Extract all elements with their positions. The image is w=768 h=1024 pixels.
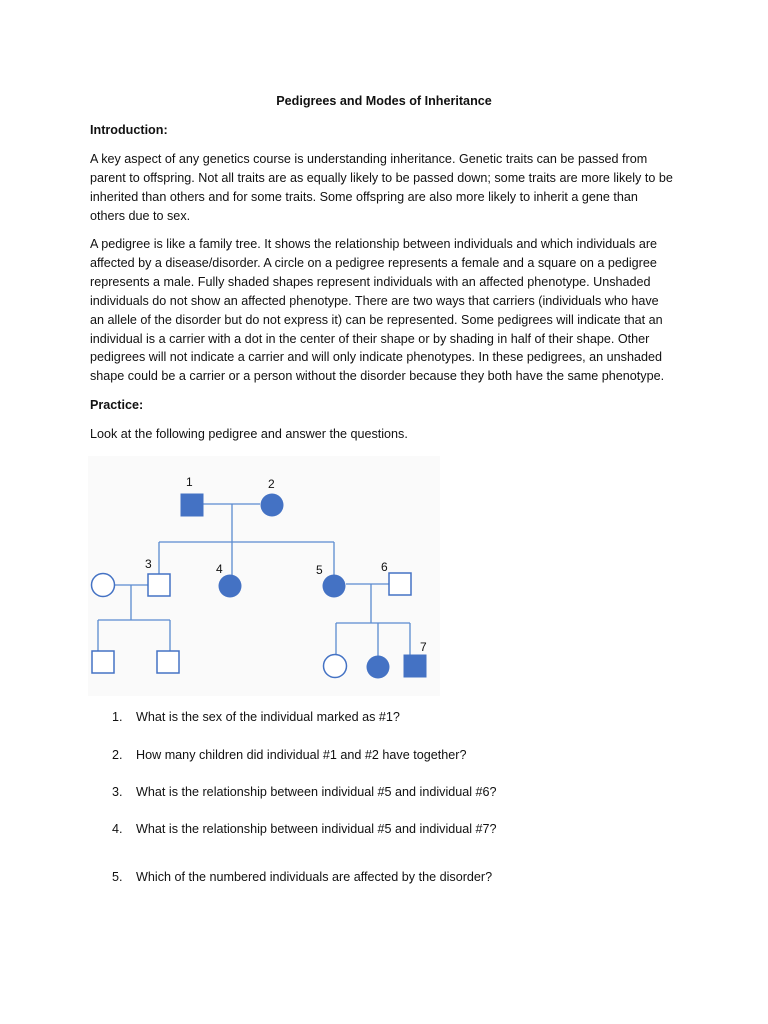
individual-6-unaffected-male: [389, 573, 411, 595]
individual-5-affected-female: [323, 575, 346, 598]
question-text: What is the relationship between individual #5 and individual #7?: [136, 822, 497, 836]
introduction-heading: Introduction:: [90, 123, 168, 137]
label-3: 3: [145, 557, 152, 571]
question-2: [112, 748, 466, 762]
label-4: 4: [216, 562, 223, 576]
practice-instruction: Look at the following pedigree and answer the questions.: [90, 427, 408, 441]
question-number: 2.: [112, 748, 123, 762]
label-7: 7: [420, 640, 427, 654]
practice-heading: Practice:: [90, 398, 144, 412]
document-title: Pedigrees and Modes of Inheritance: [276, 94, 492, 108]
pedigree-background: [88, 456, 440, 696]
individual-2-affected-female: [261, 494, 284, 517]
individual-3-unaffected-male: [148, 574, 170, 596]
question-number: 4.: [112, 822, 123, 836]
grandchild-female-affected: [367, 656, 390, 679]
question-text: What is the sex of the individual marked as #1?: [136, 710, 400, 724]
pedigree-chart: [88, 456, 440, 696]
question-text: What is the relationship between individual #5 and individual #6?: [136, 785, 497, 799]
grandchild-male-1-unaffected: [92, 651, 114, 673]
question-number: 5.: [112, 870, 123, 884]
individual-7-affected-male: [404, 655, 426, 677]
label-5: 5: [316, 563, 323, 577]
label-1: 1: [186, 475, 193, 489]
question-text: Which of the numbered individuals are affected by the disorder?: [136, 870, 493, 884]
intro-paragraph-2: A pedigree is like a family tree. It shows the relationship between individuals and which individuals are affected by a disease/disorder. A circle on a pedigree represents a female and a square on a pedigree represents a male. Fully shaded shapes represent individuals with an affected phenotype. Unshaded individuals do not show an affected phenotype. There are two ways that carriers (individuals who have an allele of the disorder but do not express it) can be represented. Some pedigrees will indicate that an individual is a carrier with a dot in the center of their shape or by shading in half of their shape. Other pedigrees will not indicate a carrier and will only indicate phenotypes. In these pedigrees, an unshaded shape could be a carrier or a person without the disorder because they both have the same phenotype.: [90, 237, 665, 384]
intro-paragraph-1: A key aspect of any genetics course is understanding inheritance. Genetic traits can be passed from parent to offspring. Not all traits are as equally likely to be passed down; some traits are more likely to be inherited than others and for some traits. Some offspring are also more likely to inherit a gene than others due to sex.: [90, 152, 673, 223]
question-5: [112, 870, 492, 884]
question-number: 3.: [112, 785, 123, 799]
question-4: [112, 822, 497, 836]
spouse-of-3-unaffected-female: [92, 574, 115, 597]
question-1: [112, 710, 400, 724]
individual-1-affected-male: [181, 494, 203, 516]
question-number: 1.: [112, 710, 123, 724]
question-text: How many children did individual #1 and #2 have together?: [136, 748, 467, 762]
label-2: 2: [268, 477, 275, 491]
individual-4-affected-female: [219, 575, 242, 598]
grandchild-female-unaffected: [324, 655, 347, 678]
label-6: 6: [381, 560, 388, 574]
grandchild-male-2-unaffected: [157, 651, 179, 673]
question-3: [112, 785, 497, 799]
